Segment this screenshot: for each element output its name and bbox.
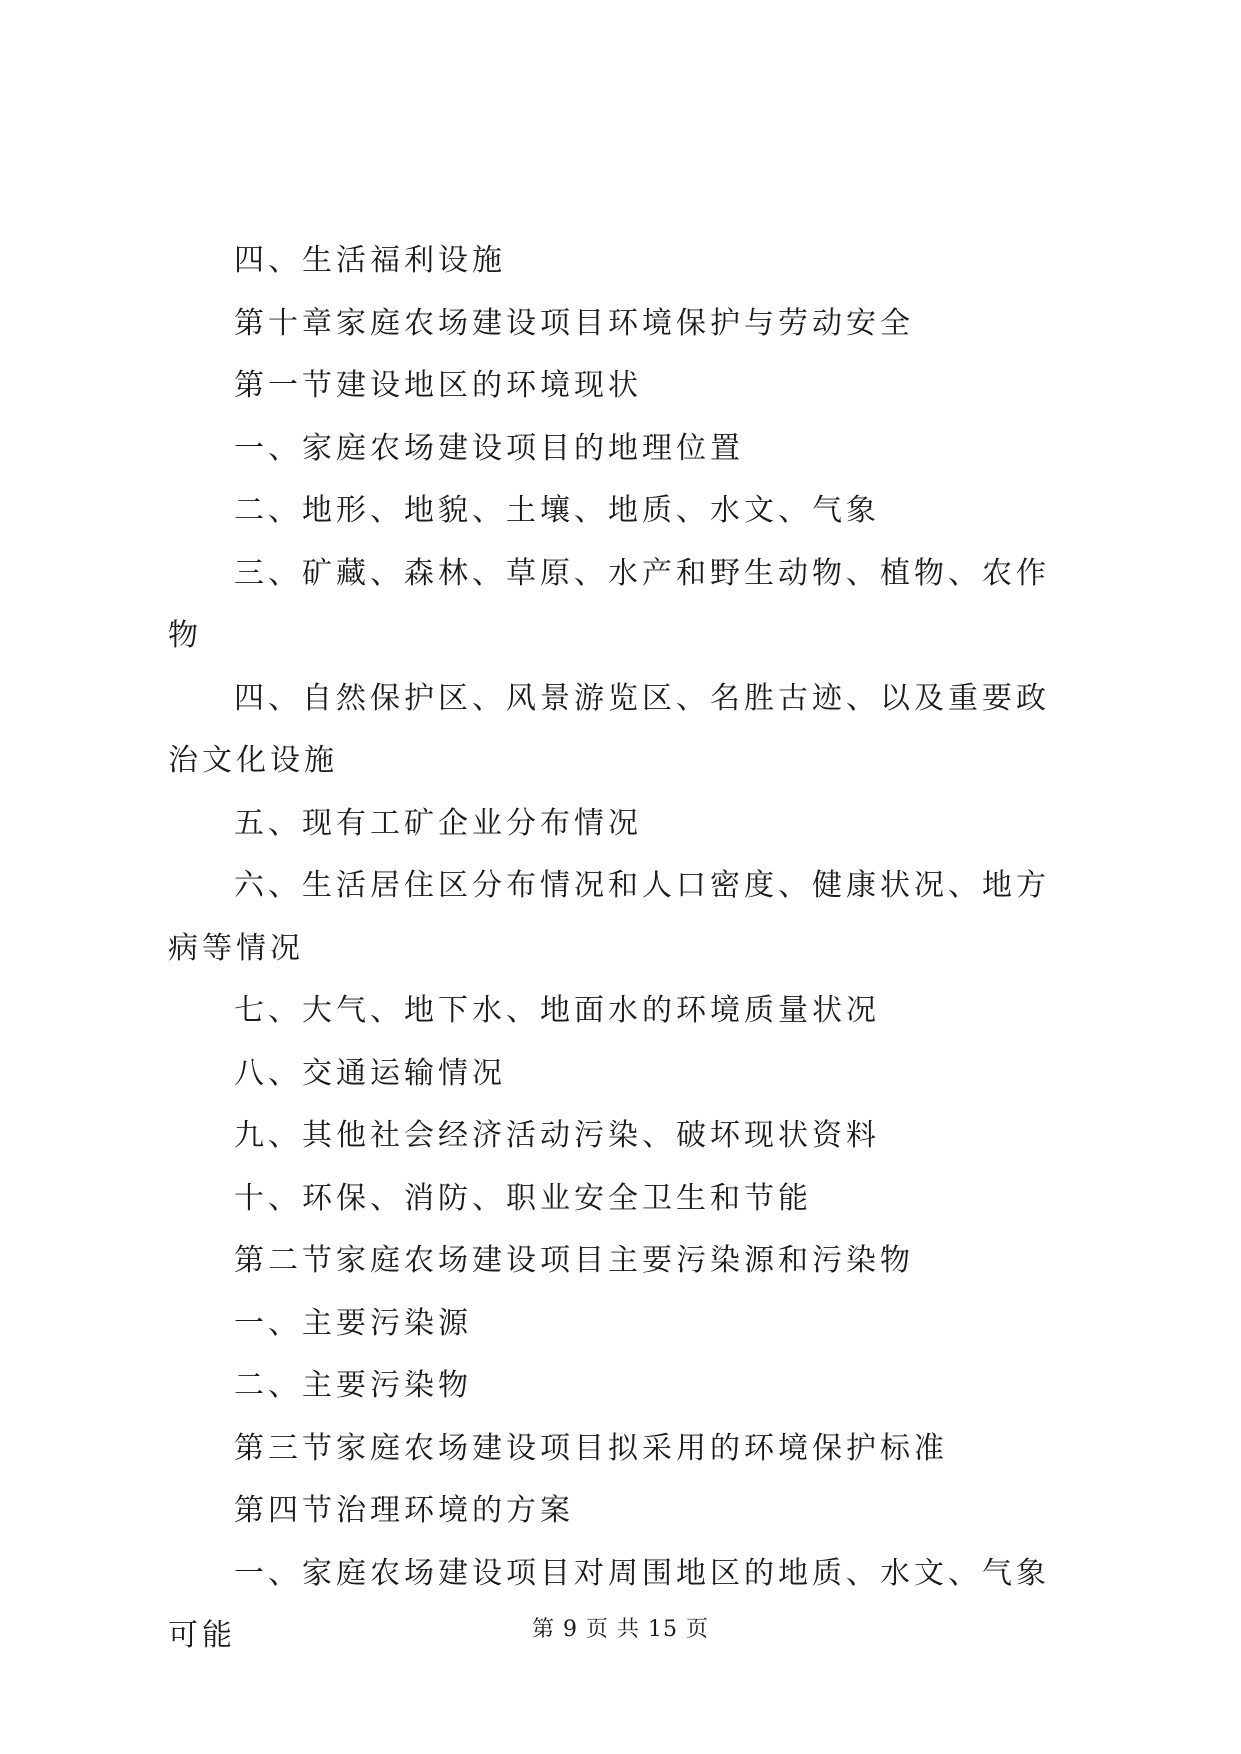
section-heading-1: 第一节建设地区的环境现状 (234, 368, 642, 403)
paragraph-14: 一、主要污染源 (234, 1305, 472, 1341)
paragraph-15: 二、主要污染物 (234, 1368, 472, 1403)
paragraph-11: 九、其他社会经济活动污染、破坏现状资料 (234, 1118, 880, 1153)
paragraph-8: 六、生活居住区分布情况和人口密度、健康状况、地方病等情况 (168, 868, 1050, 966)
paragraph-4: 二、地形、地貌、土壤、地质、水文、气象 (234, 493, 880, 528)
chapter-heading: 第十章家庭农场建设项目环境保护与劳动安全 (234, 305, 914, 341)
paragraph-18: 一、家庭农场建设项目对周围地区的地质、水文、气象可能 (168, 1555, 1050, 1653)
section-heading-4: 第四节治理环境的方案 (234, 1493, 574, 1528)
section-heading-2: 第二节家庭农场建设项目主要污染源和污染物 (234, 1243, 914, 1278)
paragraph-12: 十、环保、消防、职业安全卫生和节能 (234, 1180, 812, 1216)
paragraph-10: 八、交通运输情况 (234, 1055, 506, 1091)
paragraph-3: 一、家庭农场建设项目的地理位置 (234, 430, 744, 466)
paragraph-0: 四、生活福利设施 (234, 243, 506, 278)
paragraph-5: 三、矿藏、森林、草原、水产和野生动物、植物、农作物 (168, 555, 1050, 653)
section-heading-3: 第三节家庭农场建设项目拟采用的环境保护标准 (234, 1430, 948, 1466)
document-body (168, 230, 1080, 1668)
paragraph-7: 五、现有工矿企业分布情况 (234, 805, 642, 841)
paragraph-9: 七、大气、地下水、地面水的环境质量状况 (234, 993, 880, 1028)
page-number-footer: 第 9 页 共 15 页 (532, 1617, 709, 1642)
paragraph-6: 四、自然保护区、风景游览区、名胜古迹、以及重要政治文化设施 (168, 680, 1050, 778)
